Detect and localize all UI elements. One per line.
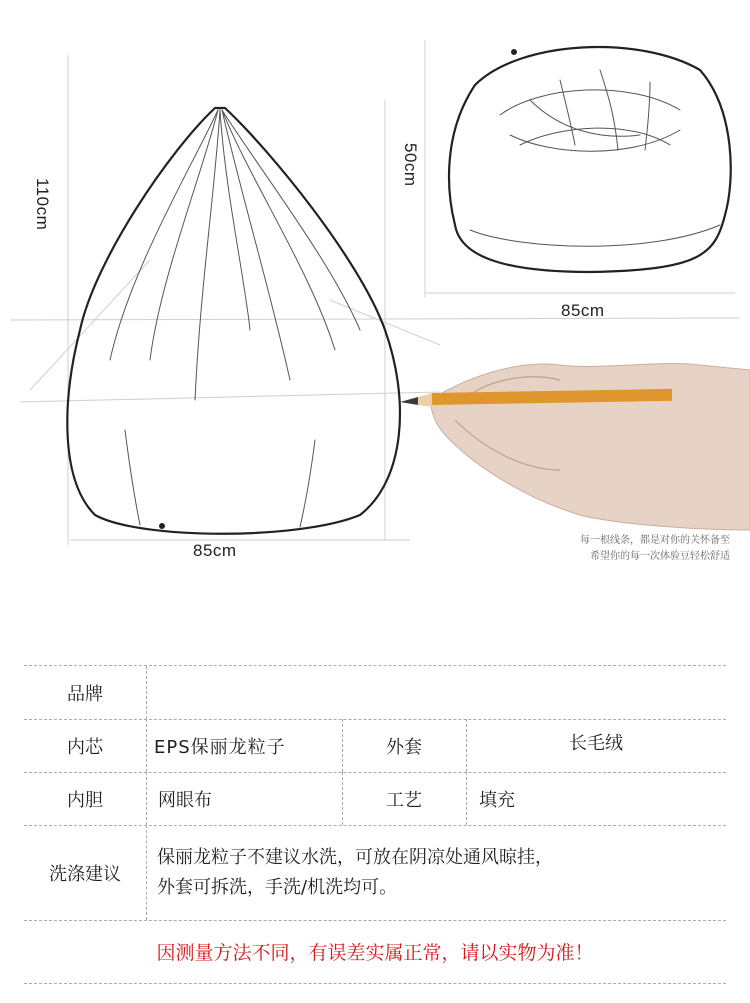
table-row-warning — [24, 920, 726, 983]
cover-label: 外套 — [386, 736, 422, 758]
teardrop-beanbag — [67, 108, 400, 534]
divider — [146, 666, 147, 719]
care-line-1: 保丽龙粒子不建议水洗，可放在阴凉处通风晾挂， — [157, 846, 553, 868]
spec-table — [24, 665, 726, 984]
care-instructions — [147, 825, 726, 920]
hand-with-pencil — [400, 364, 750, 530]
care-line-2: 外套可拆洗，手洗/机洗均可。 — [157, 876, 398, 898]
round-width-label: 85cm — [561, 301, 605, 320]
table-row-core — [24, 719, 726, 773]
caption-line-1: 每一根线条，都是对你的关怀备至 — [580, 535, 730, 546]
care-label: 洗涤建议 — [49, 863, 121, 885]
round-height-label: 50cm — [401, 143, 420, 187]
caption — [580, 533, 730, 565]
liner-label: 内胆 — [67, 789, 103, 811]
brand-label: 品牌 — [67, 683, 103, 705]
teardrop-width-label: 85cm — [193, 541, 237, 560]
table-row-brand — [24, 666, 726, 720]
craft-label: 工艺 — [386, 789, 422, 811]
table-row-care — [24, 825, 726, 921]
table-row-liner — [24, 772, 726, 826]
teardrop-height-label: 110cm — [33, 178, 52, 231]
brand-value — [159, 666, 719, 719]
cover-value: 长毛绒 — [569, 733, 623, 754]
divider — [146, 772, 147, 825]
caption-line-2: 希望你的每一次体验豆轻松舒适 — [590, 551, 730, 562]
core-value: EPS保丽龙粒子 — [154, 736, 286, 758]
core-label: 内芯 — [67, 736, 103, 758]
measurement-warning: 因测量方法不同，有误差实属正常，请以实物为准！ — [156, 942, 594, 964]
craft-value: 填充 — [479, 789, 515, 811]
divider — [146, 719, 147, 772]
round-beanbag — [449, 47, 731, 272]
liner-value: 网眼布 — [158, 789, 212, 811]
divider — [466, 772, 467, 825]
